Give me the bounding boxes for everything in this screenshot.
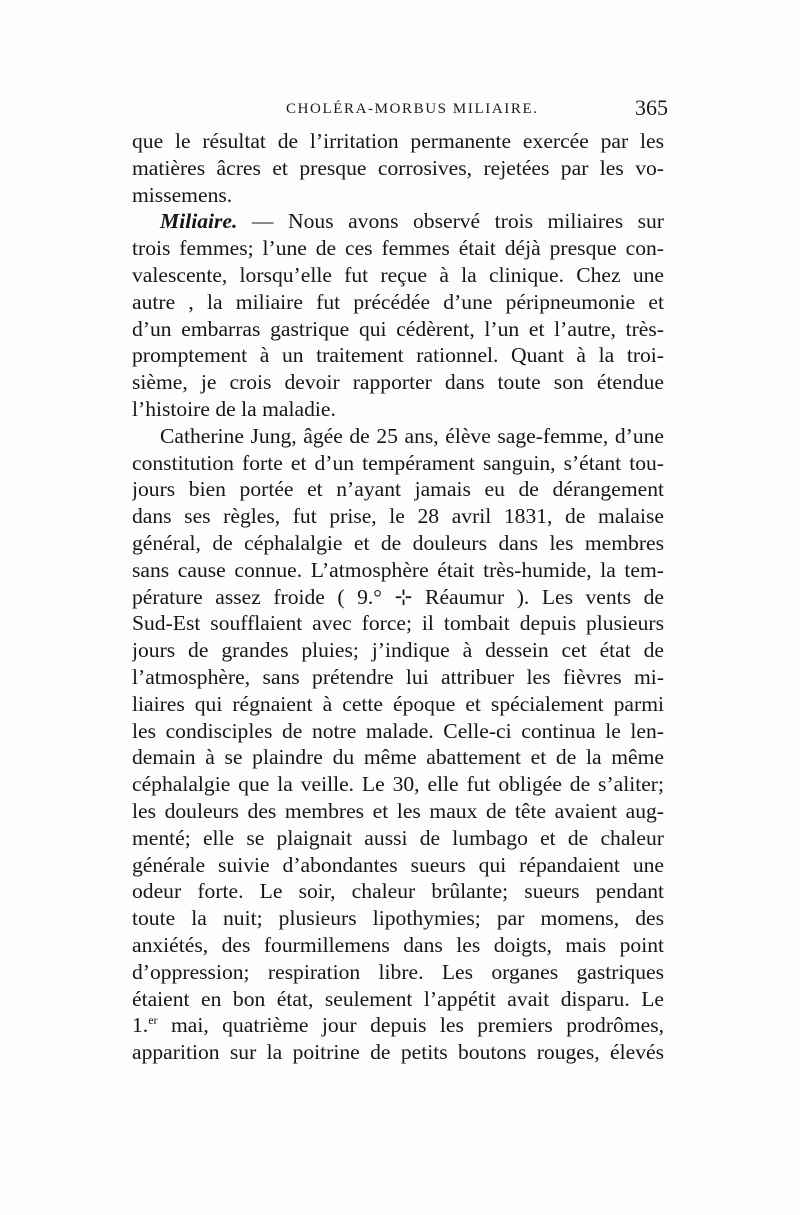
text-line: étaient en bon état, seulement l’appétit avait disparu. Le: [132, 986, 664, 1011]
text-line: sans cause connue. L’atmosphère était très-humide, la tem-: [132, 557, 664, 582]
text-line: jours de grandes pluies; j’indique à dessein cet état de: [132, 638, 664, 663]
text-line: valescente, lorsqu’elle fut reçue à la clinique. Chez une: [132, 262, 664, 287]
text-line: apparition sur la poitrine de petits boutons rouges, élevés: [132, 1040, 664, 1065]
text-line: l’histoire de la maladie.: [132, 396, 336, 421]
text-line: l’atmosphère, sans prétendre lui attribuer les fièvres mi-: [132, 664, 664, 689]
text-line: [132, 1012, 664, 1039]
text-line: sième, je crois devoir rapporter dans toute son étendue: [132, 370, 664, 395]
text-line: odeur forte. Le soir, chaleur brûlante; sueurs pendant: [132, 879, 664, 904]
text-span: mai, quatrième jour depuis les premiers prodrômes,: [170, 1013, 664, 1038]
section-heading: Miliaire.: [160, 209, 238, 234]
text-line: autre , la miliaire fut précédée d’une péripneumonie et: [132, 289, 664, 314]
page-number: 365: [635, 95, 668, 120]
text-line: que le résultat de l’irritation permanente exercée par les: [132, 129, 664, 153]
text-line: toute la nuit; plusieurs lipothymies; par momens, des: [132, 906, 664, 931]
text-line: jours bien portée et n’ayant jamais eu de dérangement: [132, 477, 664, 502]
text-line: Sud-Est soufflaient avec force; il tombait depuis plusieurs: [132, 611, 664, 636]
text-line: d’un embarras gastrique qui cédèrent, l’un et l’autre, très-: [132, 316, 664, 341]
text-line: promptement à un traitement rationnel. Quant à la troi-: [132, 343, 664, 368]
text-line: constitution forte et d’un tempérament sanguin, s’étant tou-: [132, 450, 664, 475]
text-line: menté; elle se plaignait aussi de lumbago et de chaleur: [132, 825, 664, 850]
text-line: Catherine Jung, âgée de 25 ans, élève sage-femme, d’une: [160, 423, 664, 448]
text-line: liaires qui régnaient à cette époque et spécialement parmi: [132, 691, 664, 716]
text-line: pérature assez froide ( 9.° ⊹ Réaumur ). Les vents de: [132, 584, 664, 609]
running-head: CHOLÉRA-MORBUS MILIAIRE.: [286, 101, 539, 117]
text-span: — Nous avons observé trois miliaires sur: [251, 209, 664, 234]
text-line: trois femmes; l’une de ces femmes était déjà presque con-: [132, 236, 664, 261]
text-line: général, de céphalalgie et de douleurs dans les membres: [132, 530, 664, 555]
ordinal-number: 1.: [132, 1013, 149, 1038]
ordinal-suffix: er: [148, 1013, 158, 1028]
text-line: générale suivie d’abondantes sueurs qui répandaient une: [132, 852, 664, 877]
text-line: anxiétés, des fourmillemens dans les doigts, mais point: [132, 932, 664, 957]
text-line: d’oppression; respiration libre. Les organes gastriques: [132, 959, 664, 984]
text-line: demain à se plaindre du même abattement et de la même: [132, 745, 664, 770]
text-line: [132, 208, 664, 235]
body-text: [132, 128, 664, 1066]
text-line: les condisciples de notre malade. Celle-ci continua le len-: [132, 718, 664, 743]
text-line: les douleurs des membres et les maux de tête avaient aug-: [132, 798, 664, 823]
text-line: céphalalgie que la veille. Le 30, elle fut obligée de s’aliter;: [132, 772, 664, 797]
text-line: dans ses règles, fut prise, le 28 avril 1831, de malaise: [132, 504, 664, 529]
text-line: missemens.: [132, 182, 233, 207]
page-header: [132, 97, 672, 127]
text-line: matières âcres et presque corrosives, rejetées par les vo-: [132, 155, 664, 180]
